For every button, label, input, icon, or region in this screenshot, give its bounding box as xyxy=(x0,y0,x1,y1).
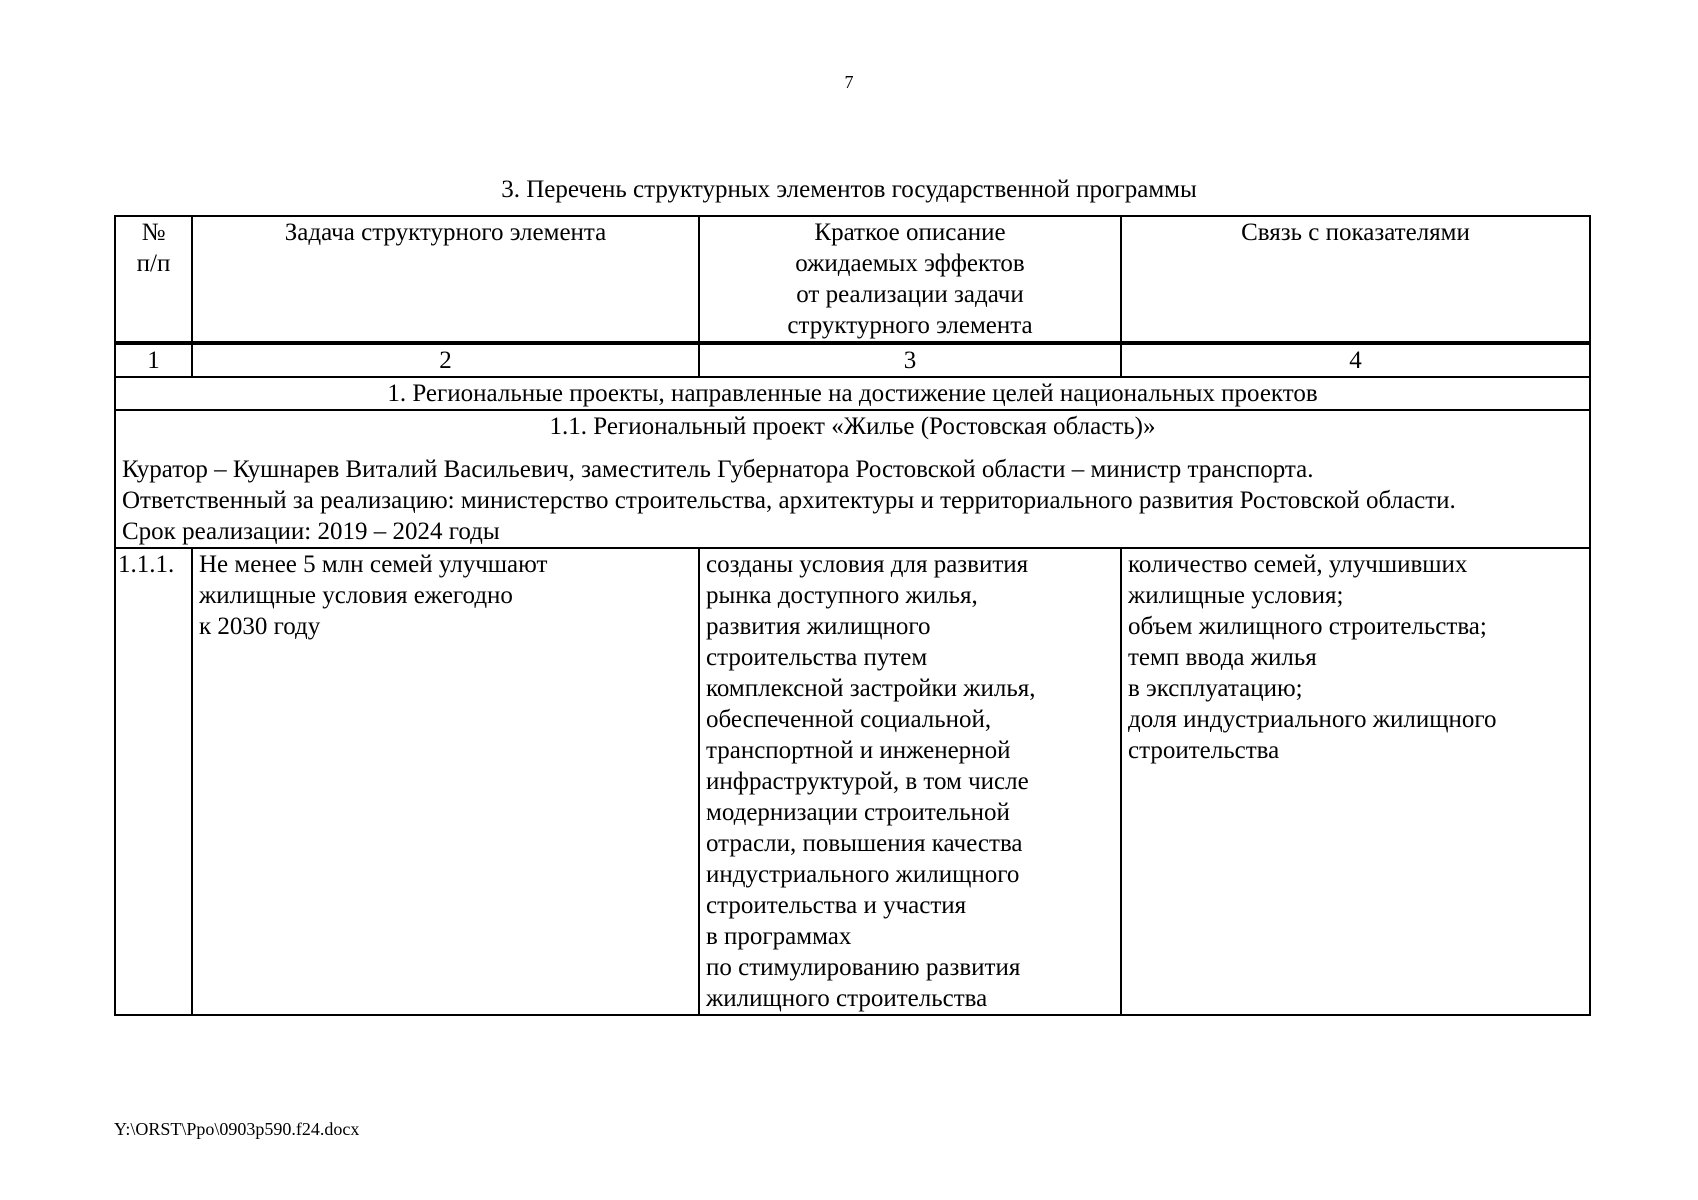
header-effects: Краткое описание ожидаемых эффектов от реализации задачи структурного элемента xyxy=(699,216,1121,343)
page-number: 7 xyxy=(844,72,854,92)
project-period: Срок реализации: 2019 – 2024 годы xyxy=(122,518,500,545)
project-responsible: Ответственный за реализацию: министерство строительства, архитектуры и территориального развития Ростовской области. xyxy=(122,487,1456,514)
task-indicators: количество семей, улучшивших жилищные условия; объем жилищного строительства; темп ввода жилья в эксплуатацию; доля индустриального жилищного строительства xyxy=(1121,548,1590,1015)
header-number: № п/п xyxy=(115,216,192,343)
table-row xyxy=(115,548,1590,1015)
task-description: Не менее 5 млн семей улучшают жилищные условия ежегодно к 2030 году xyxy=(192,548,699,1015)
page-title: 3. Перечень структурных элементов государственной программы xyxy=(501,176,1197,203)
column-number: 3 xyxy=(699,343,1121,377)
task-number: 1.1.1. xyxy=(115,548,192,1015)
column-number: 2 xyxy=(192,343,699,377)
structural-elements-table xyxy=(114,215,1591,1016)
header-indicators: Связь с показателями xyxy=(1121,216,1590,343)
project-row xyxy=(115,410,1590,548)
column-number: 1 xyxy=(115,343,192,377)
footer-file-path: Y:\ORST\Ppo\0903p590.f24.docx xyxy=(114,1119,360,1139)
project-curator: Куратор – Кушнарев Виталий Васильевич, заместитель Губернатора Ростовской области – министр транспорта. xyxy=(122,456,1314,483)
table-header-row xyxy=(115,216,1590,343)
column-number: 4 xyxy=(1121,343,1590,377)
project-cell xyxy=(115,410,1590,548)
section-row xyxy=(115,377,1590,410)
section-title: 1. Региональные проекты, направленные на достижение целей национальных проектов xyxy=(115,377,1590,410)
project-title: 1.1. Региональный проект «Жилье (Ростовская область)» xyxy=(549,413,1156,440)
task-effects: созданы условия для развития рынка доступного жилья, развития жилищного строительства путем комплексной застройки жилья, обеспеченной социальной, транспортной и инженерной инфраструктурой, в том числе модернизации строительной отрасли, повышения качества индустриального жилищного строительства и участия в программах по стимулированию развития жилищного строительства xyxy=(699,548,1121,1015)
header-task: Задача структурного элемента xyxy=(192,216,699,343)
column-numbers-row xyxy=(115,343,1590,377)
